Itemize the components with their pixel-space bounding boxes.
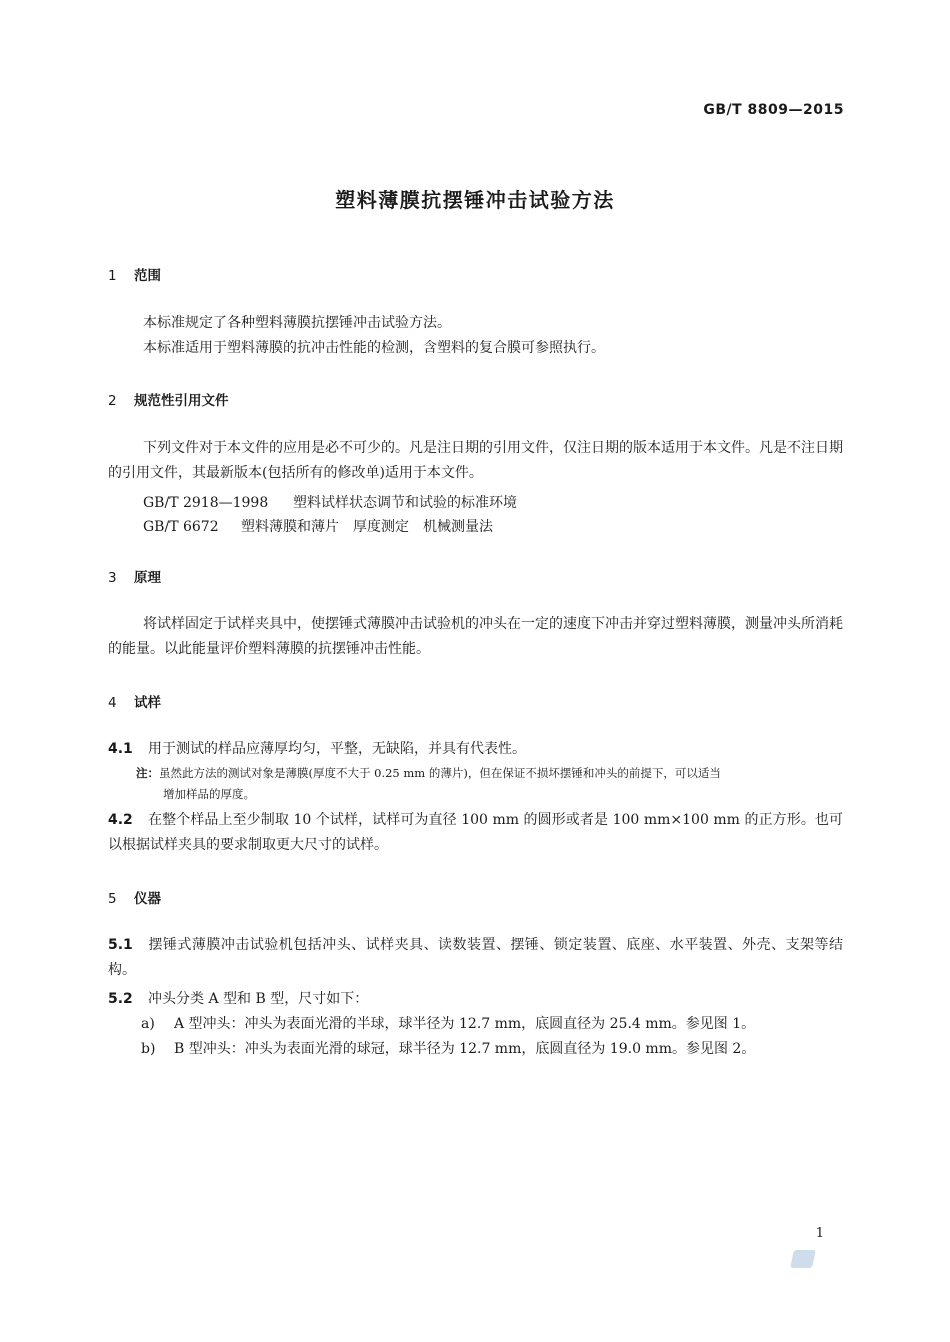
list-marker: a) — [141, 1016, 155, 1032]
clause-number: 4.1 — [108, 741, 133, 757]
list-item-text: B 型冲头：冲头为表面光滑的球冠，球半径为 12.7 mm，底圆直径为 19.0 mm。参见图 2。 — [174, 1041, 756, 1057]
note-line-1 — [136, 763, 843, 784]
reference-code: GB/T 6672 — [143, 519, 219, 535]
clause-text: 在整个样品上至少制取 10 个试样，试样可为直径 100 mm 的圆形或者是 100 mm×100 mm 的正方形。也可以根据试样夹具的要求制取更大尺寸的试样。 — [108, 812, 843, 853]
clause-number: 5.2 — [108, 991, 133, 1007]
publisher-logo-icon — [790, 1250, 816, 1268]
reference-title: 塑料薄膜和薄片 厚度测定 机械测量法 — [241, 519, 493, 535]
clause-number: 5.1 — [108, 937, 133, 953]
section-title: 规范性引用文件 — [134, 393, 229, 409]
list-item-a — [141, 1013, 755, 1033]
clause-number: 4.2 — [108, 812, 133, 828]
list-item-b — [141, 1038, 755, 1058]
clause-text: 冲头分类 A 型和 B 型，尺寸如下： — [148, 991, 369, 1007]
document-title: 塑料薄膜抗摆锤冲击试验方法 — [335, 188, 615, 212]
section-number: 3 — [108, 570, 117, 586]
list-marker: b) — [141, 1041, 156, 1057]
clause-5-1 — [108, 933, 843, 983]
note-text: 虽然此方法的测试对象是薄膜(厚度不大于 0.25 mm 的薄片)，但在保证不损坏摆锤和冲头的前提下，可以适当 — [159, 766, 721, 780]
reference-code: GB/T 2918—1998 — [143, 495, 269, 511]
reference-title: 塑料试样状态调节和试验的标准环境 — [293, 495, 517, 511]
section-1-paragraph-1: 本标准规定了各种塑料薄膜抗摆锤冲击试验方法。 — [143, 315, 451, 331]
section-title: 范围 — [134, 268, 161, 284]
section-3-heading — [108, 566, 161, 586]
section-2-paragraph-1: 下列文件对于本文件的应用是必不可少的。凡是注日期的引用文件，仅注日期的版本适用于本文件。凡是不注日期的引用文件，其最新版本(包括所有的修改单)适用于本文件。 — [108, 440, 843, 481]
list-item-text: A 型冲头：冲头为表面光滑的半球，球半径为 12.7 mm，底圆直径为 25.4 mm。参见图 1。 — [174, 1016, 756, 1032]
clause-4-2 — [108, 808, 843, 858]
page-number: 1 — [815, 1226, 824, 1241]
section-number: 1 — [108, 268, 117, 284]
section-3-paragraph-1: 将试样固定于试样夹具中，使摆锤式薄膜冲击试验机的冲头在一定的速度下冲击并穿过塑料薄膜，测量冲头所消耗的能量。以此能量评价塑料薄膜的抗摆锤冲击性能。 — [108, 616, 843, 657]
section-1-heading — [108, 264, 161, 284]
section-4-heading — [108, 691, 161, 711]
section-title: 仪器 — [134, 891, 161, 907]
section-number: 5 — [108, 891, 117, 907]
note-label: 注： — [136, 766, 159, 780]
section-number: 4 — [108, 695, 117, 711]
standard-code: GB/T 8809—2015 — [703, 102, 844, 118]
section-1-paragraph-2: 本标准适用于塑料薄膜的抗冲击性能的检测，含塑料的复合膜可参照执行。 — [143, 340, 605, 356]
note-line-2: 增加样品的厚度。 — [163, 787, 255, 801]
section-number: 2 — [108, 393, 117, 409]
clause-text: 摆锤式薄膜冲击试验机包括冲头、试样夹具、读数装置、摆锤、锁定装置、底座、水平装置、外壳、支架等结构。 — [108, 937, 843, 978]
note — [136, 763, 843, 805]
clause-5-2 — [108, 988, 368, 1008]
clause-text: 用于测试的样品应薄厚均匀，平整，无缺陷，并具有代表性。 — [148, 741, 526, 757]
section-title: 试样 — [134, 695, 161, 711]
section-5-heading — [108, 887, 161, 907]
section-2-heading — [108, 389, 229, 409]
clause-4-1 — [108, 738, 526, 758]
section-title: 原理 — [134, 570, 161, 586]
reference-item — [143, 492, 517, 512]
reference-item — [143, 516, 493, 536]
